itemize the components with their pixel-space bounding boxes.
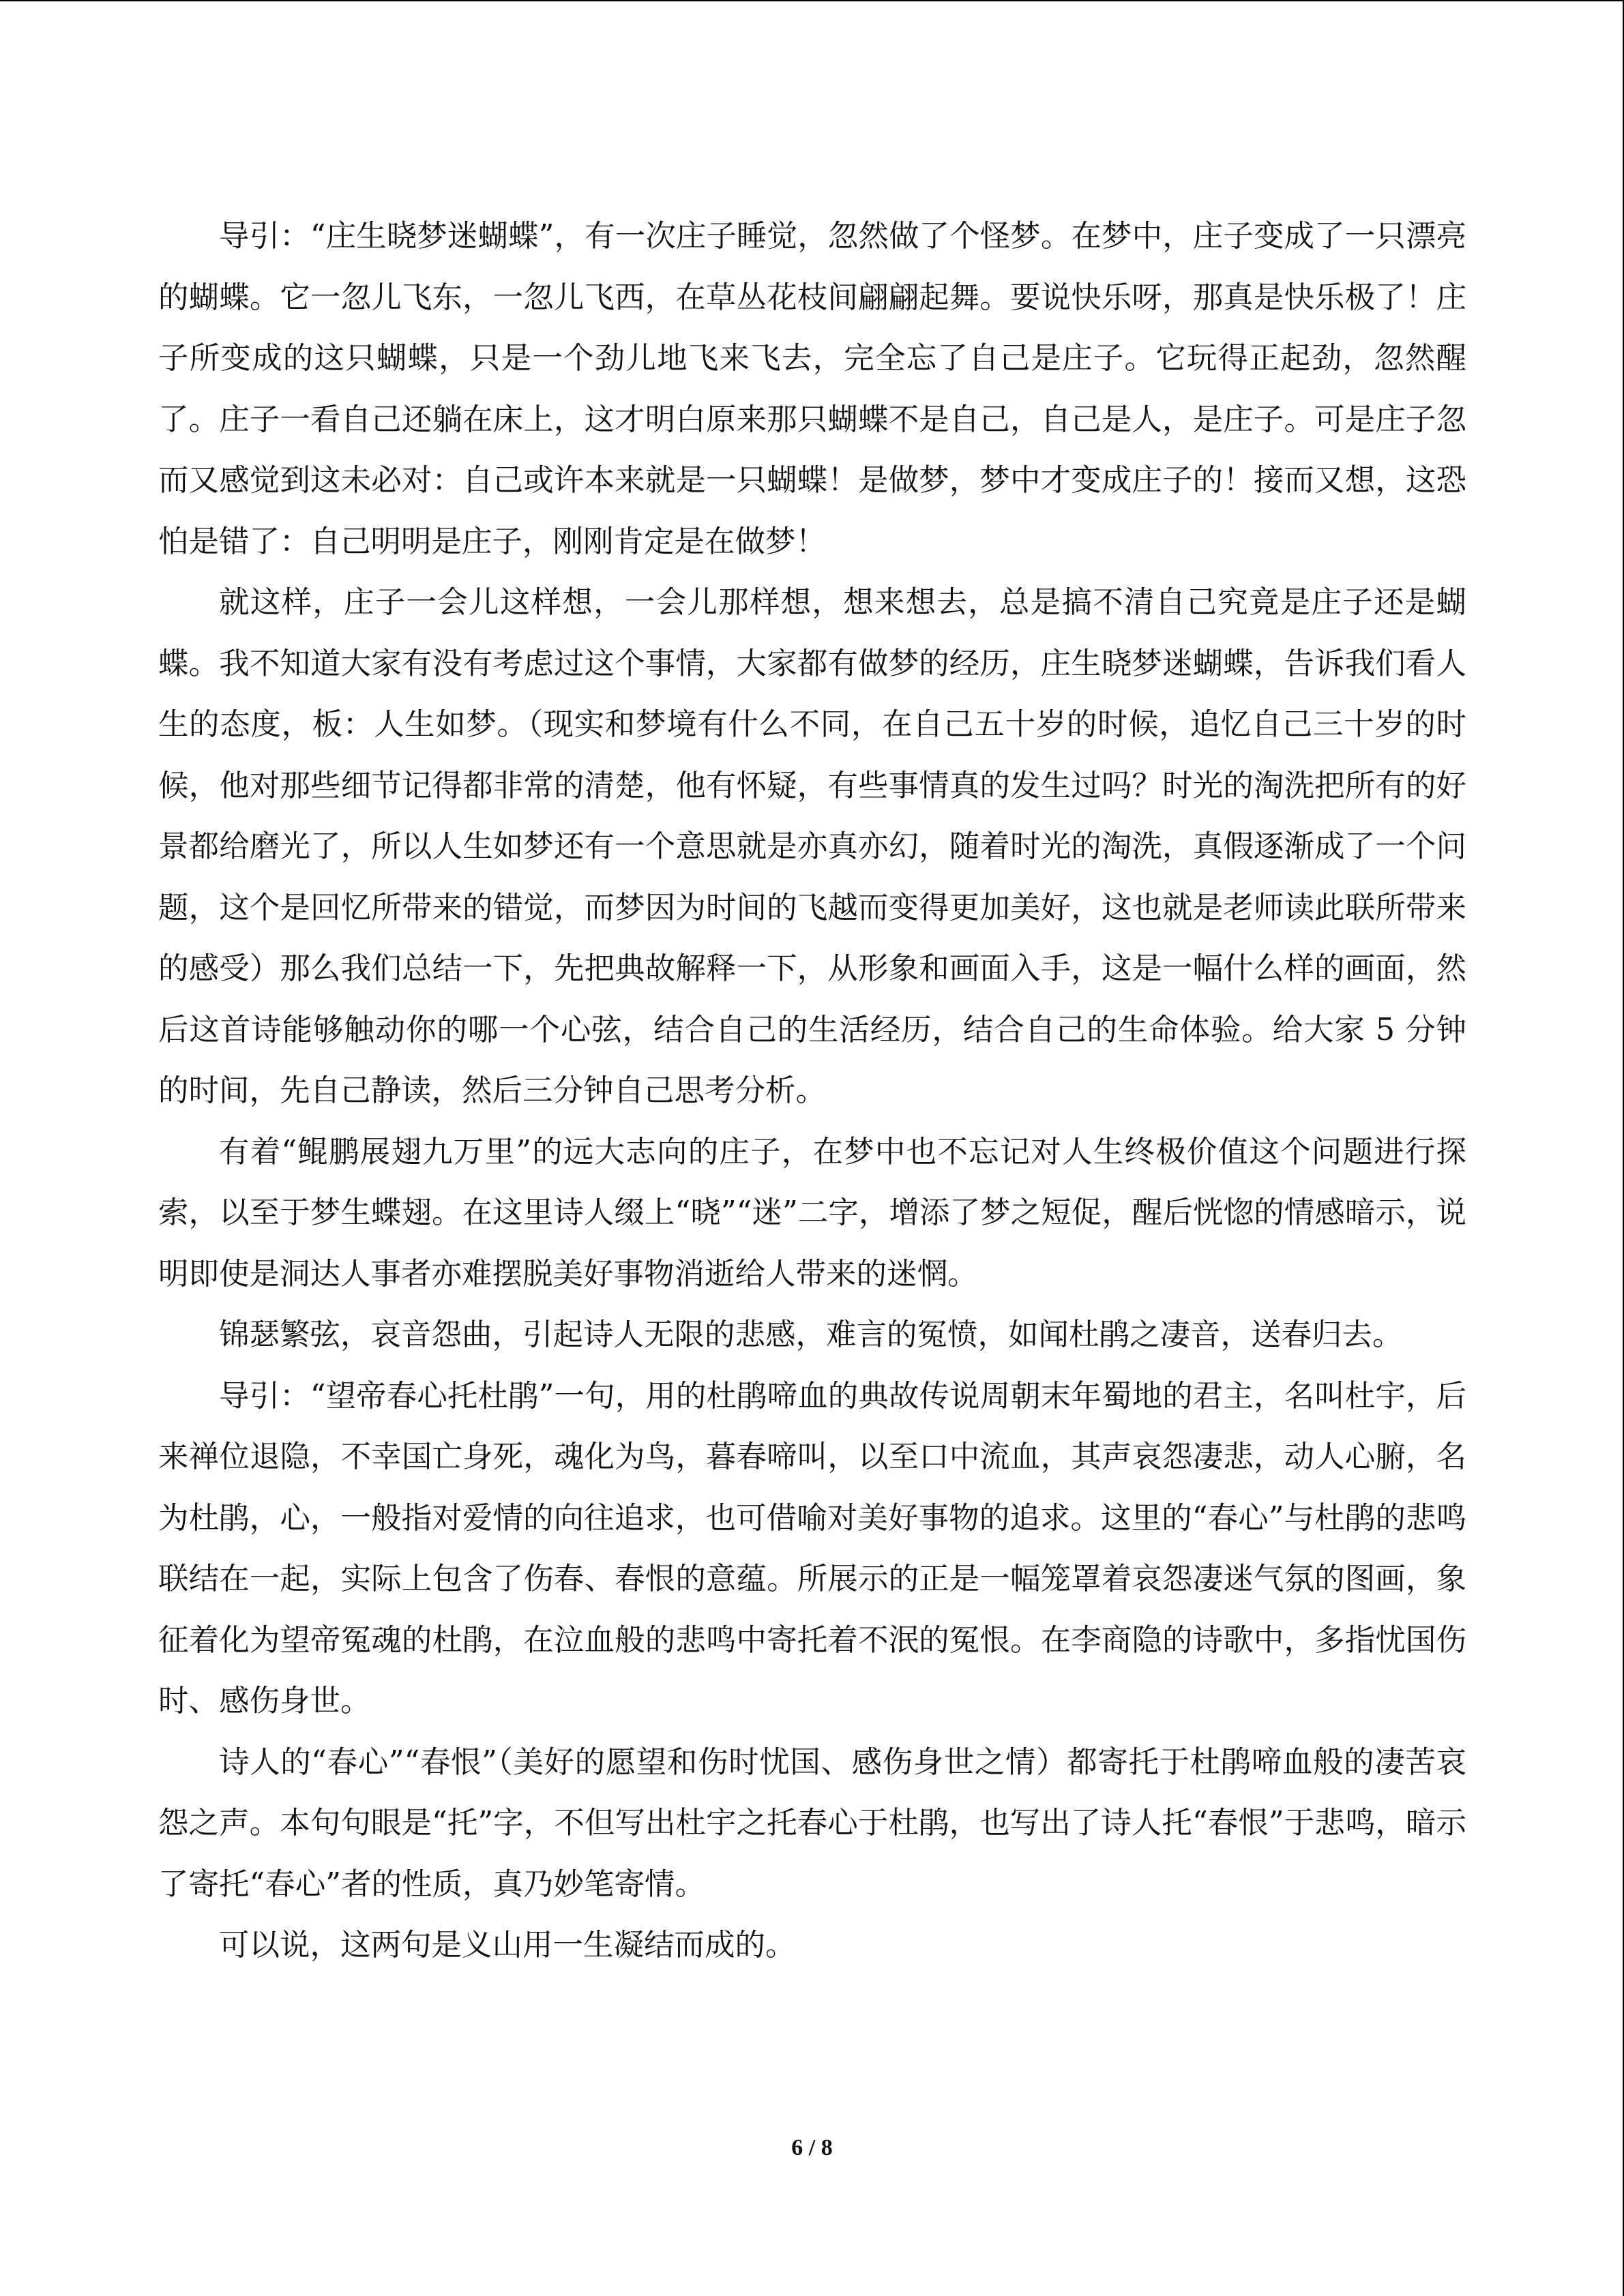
paragraph-spring-heart: 诗人的“春心”“春恨”（美好的愿望和伤时忧国、感伤身世之情）都寄托于杜鹃啼血般的凄苦哀怨之声。本句句眼是“托”字，不但写出杜宇之托春心于杜鹃，也写出了诗人托“春恨”于悲鸣，暗示了寄托“春心”者的性质，真乃妙笔寄情。 (158, 1744, 1466, 1902)
paragraph-zhuangzi-dream-intro: 导引：“庄生晓梦迷蝴蝶”，有一次庄子睡觉，忽然做了个怪梦。在梦中，庄子变成了一只漂亮的蝴蝶。它一忽儿飞东，一忽儿飞西，在草丛花枝间翩翩起舞。要说快乐呀，那真是快乐极了！庄子所变成的这只蝴蝶，只是一个劲儿地飞来飞去，完全忘了自己是庄子。它玩得正起劲，忽然醒了。庄子一看自己还躺在床上，这才明白原来那只蝴蝶不是自己，自己是人，是庄子。可是庄子忽而又感觉到这未必对：自己或许本来就是一只蝴蝶！是做梦，梦中才变成庄子的！接而又想，这恐怕是错了：自己明明是庄子，刚刚肯定是在做梦！ (158, 219, 1466, 559)
paragraph-kunpeng-ambition: 有着“鲲鹏展翅九万里”的远大志向的庄子，在梦中也不忘记对人生终极价值这个问题进行探索，以至于梦生蝶翅。在这里诗人缀上“晓”“迷”二字，增添了梦之短促，醒后恍惚的情感暗示，说明即使是洞达人事者亦难摆脱美好事物消逝给人带来的迷惘。 (158, 1134, 1466, 1292)
document-body (158, 206, 1466, 1976)
paragraph-jinse-strings: 锦瑟繁弦，哀音怨曲，引起诗人无限的悲感，难言的冤愤，如闻杜鹃之凄音，送春归去。 (219, 1317, 1403, 1352)
page-number: 6 / 8 (791, 2135, 833, 2160)
paragraph-life-is-dream: 就这样，庄子一会儿这样想，一会儿那样想，想来想去，总是搞不清自己究竟是庄子还是蝴蝶。我不知道大家有没有考虑过这个事情，大家都有做梦的经历，庄生晓梦迷蝴蝶，告诉我们看人生的态度，板：人生如梦。（现实和梦境有什么不同，在自己五十岁的时候，追忆自己三十岁的时候，他对那些细节记得都非常的清楚，他有怀疑，有些事情真的发生过吗？时光的淘洗把所有的好景都给磨光了，所以人生如梦还有一个意思就是亦真亦幻，随着时光的淘洗，真假逐渐成了一个问题，这个是回忆所带来的错觉，而梦因为时间的飞越而变得更加美好，这也就是老师读此联所带来的感受）那么我们总结一下，先把典故解释一下，从形象和画面入手，这是一幅什么样的画面，然后这首诗能够触动你的哪一个心弦，结合自己的生活经历，结合自己的生命体验。给大家 5 分钟的时间，先自己静读，然后三分钟自己思考分析。 (158, 585, 1466, 1108)
paragraph-conclusion: 可以说，这两句是义山用一生凝结而成的。 (219, 1928, 796, 1963)
paragraph-wangdi-cuckoo-intro: 导引：“望帝春心托杜鹃”一句，用的杜鹃啼血的典故传说周朝末年蜀地的君主，名叫杜宇，后来禅位退隐，不幸国亡身死，魂化为鸟，暮春啼叫，以至口中流血，其声哀怨凄悲，动人心腑，名为杜鹃，心，一般指对爱情的向往追求，也可借喻对美好事物的追求。这里的“春心”与杜鹃的悲鸣联结在一起，实际上包含了伤春、春恨的意蕴。所展示的正是一幅笼罩着哀怨凄迷气氛的图画，象征着化为望帝冤魂的杜鹃，在泣血般的悲鸣中寄托着不泯的冤恨。在李商隐的诗歌中，多指忧国伤时、感伤身世。 (158, 1378, 1466, 1718)
